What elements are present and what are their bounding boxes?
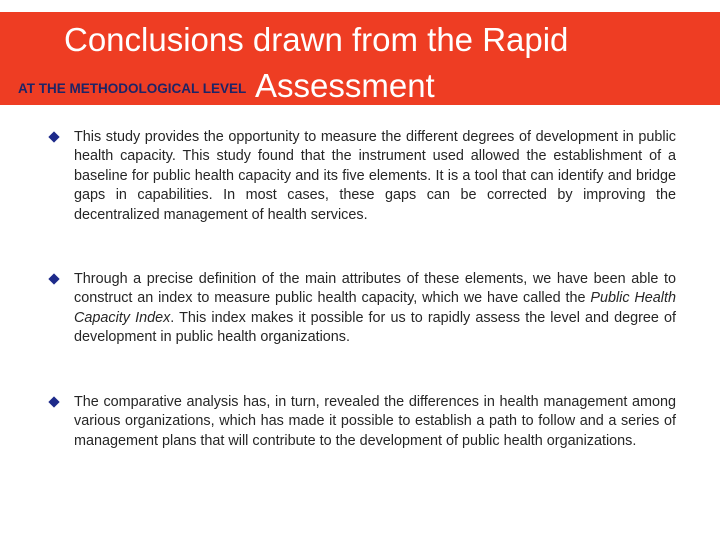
bullet-text-1: This study provides the opportunity to measure the different degrees of development in public health capacity. This study found that the instrument used allowed the establishment of a baseline for public health capacity and its five elements. It is a tool that can identify and bridge gaps in capabilities. In most cases, these gaps can be corrected by improving the decentralized management of health services. xyxy=(74,129,676,223)
bullet-text-2-part-2: . This index makes it possible for us to rapidly assess the level and degree of development in public health organizations. xyxy=(74,309,676,346)
diamond-bullet-icon xyxy=(48,273,59,284)
diamond-bullet-icon xyxy=(48,131,59,142)
bullet-text-2 xyxy=(74,270,676,348)
bullet-text-3: The comparative analysis has, in turn, revealed the differences in health management among various organizations, which has made it possible to establish a path to follow and a series of management plans that will contribute to the development of public health organizations. xyxy=(74,394,676,449)
slide-title-line-2: Assessment xyxy=(255,67,435,104)
diamond-bullet-icon xyxy=(48,396,59,407)
bullet-text-2-part-1: Through a precise definition of the main attributes of these elements, we have been able to construct an index to measure public health capacity, which we have called the xyxy=(74,271,676,307)
slide-title-line-1: Conclusions drawn from the Rapid xyxy=(64,21,569,58)
slide-subtitle: AT THE METHODOLOGICAL LEVEL xyxy=(18,81,247,96)
index-name-emphasis: Public Health Capacity Index xyxy=(74,290,676,326)
